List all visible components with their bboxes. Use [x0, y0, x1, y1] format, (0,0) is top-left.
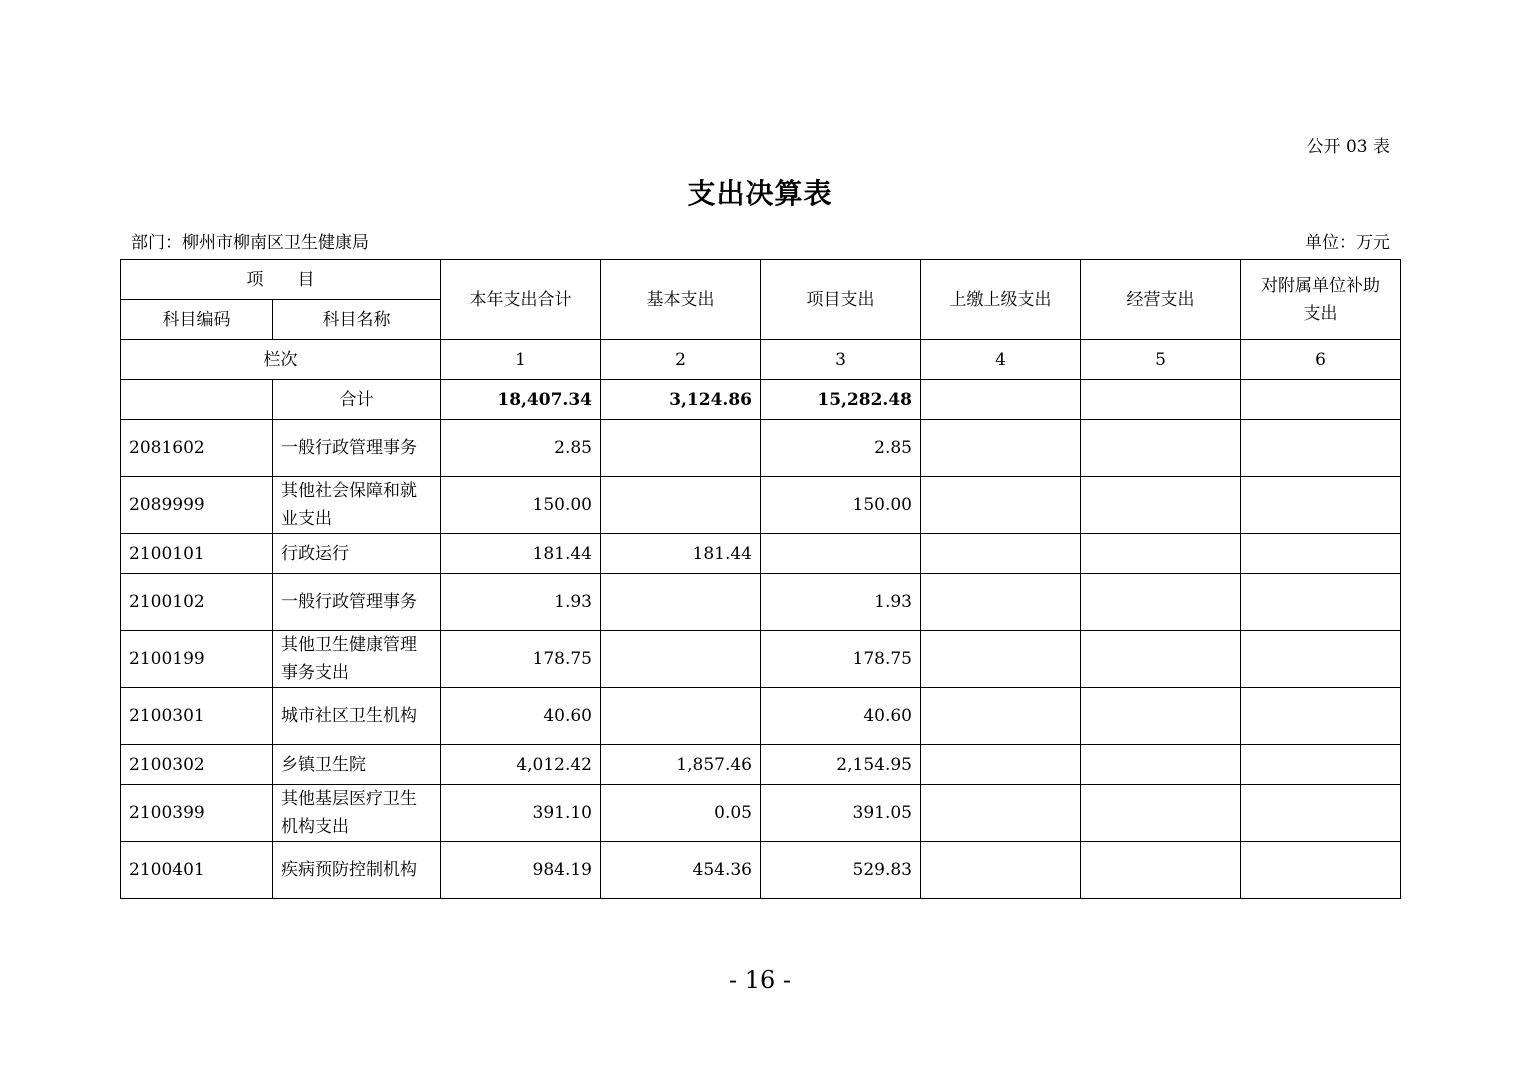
cell-upper — [921, 631, 1081, 688]
cell-name: 疾病预防控制机构 — [273, 842, 441, 899]
page-title: 支出决算表 — [687, 177, 833, 210]
cell-total: 181.44 — [441, 534, 601, 574]
cell-total: 391.10 — [441, 785, 601, 842]
cell-business — [1081, 785, 1241, 842]
cell-subsidy — [1241, 631, 1401, 688]
column-index: 1 — [441, 340, 601, 380]
cell-basic — [601, 477, 761, 534]
unit-label: 单位：万元 — [1305, 233, 1390, 253]
column-index: 2 — [601, 340, 761, 380]
cell-name: 城市社区卫生机构 — [273, 688, 441, 745]
total-business — [1081, 380, 1241, 420]
total-amount: 18,407.34 — [441, 380, 601, 420]
cell-code: 2100401 — [121, 842, 273, 899]
cell-basic: 0.05 — [601, 785, 761, 842]
header-code: 科目编码 — [121, 300, 273, 340]
cell-business — [1081, 842, 1241, 899]
cell-upper — [921, 477, 1081, 534]
cell-upper — [921, 785, 1081, 842]
cell-total: 4,012.42 — [441, 745, 601, 785]
cell-business — [1081, 631, 1241, 688]
cell-subsidy — [1241, 688, 1401, 745]
total-project: 15,282.48 — [761, 380, 921, 420]
cell-code: 2081602 — [121, 420, 273, 477]
header-basic: 基本支出 — [601, 260, 761, 340]
cell-name: 一般行政管理事务 — [273, 574, 441, 631]
table-row — [121, 745, 1401, 785]
header-subsidy: 对附属单位补助支出 — [1241, 260, 1401, 340]
header-project: 项目支出 — [761, 260, 921, 340]
cell-project: 391.05 — [761, 785, 921, 842]
cell-project: 178.75 — [761, 631, 921, 688]
cell-code: 2100399 — [121, 785, 273, 842]
cell-basic — [601, 574, 761, 631]
cell-upper — [921, 420, 1081, 477]
cell-code: 2100102 — [121, 574, 273, 631]
header-item: 项 目 — [121, 260, 441, 300]
cell-code: 2089999 — [121, 477, 273, 534]
table-number: 公开 03 表 — [1306, 137, 1390, 157]
header-business: 经营支出 — [1081, 260, 1241, 340]
cell-subsidy — [1241, 477, 1401, 534]
cell-name: 其他卫生健康管理事务支出 — [273, 631, 441, 688]
cell-name: 其他社会保障和就业支出 — [273, 477, 441, 534]
cell-subsidy — [1241, 420, 1401, 477]
table-row — [121, 477, 1401, 534]
cell-basic: 454.36 — [601, 842, 761, 899]
cell-total: 178.75 — [441, 631, 601, 688]
cell-business — [1081, 534, 1241, 574]
cell-basic — [601, 420, 761, 477]
column-index-row — [121, 340, 1401, 380]
cell-upper — [921, 534, 1081, 574]
cell-total: 984.19 — [441, 842, 601, 899]
column-index: 5 — [1081, 340, 1241, 380]
total-code-cell — [121, 380, 273, 420]
cell-upper — [921, 745, 1081, 785]
cell-project: 2.85 — [761, 420, 921, 477]
cell-business — [1081, 477, 1241, 534]
cell-subsidy — [1241, 574, 1401, 631]
header-total: 本年支出合计 — [441, 260, 601, 340]
cell-code: 2100301 — [121, 688, 273, 745]
total-row — [121, 380, 1401, 420]
cell-business — [1081, 745, 1241, 785]
cell-name: 乡镇卫生院 — [273, 745, 441, 785]
column-index-label: 栏次 — [121, 340, 441, 380]
column-index: 4 — [921, 340, 1081, 380]
cell-code: 2100199 — [121, 631, 273, 688]
cell-business — [1081, 420, 1241, 477]
department-label: 部门：柳州市柳南区卫生健康局 — [131, 233, 369, 253]
table-row — [121, 420, 1401, 477]
cell-total: 2.85 — [441, 420, 601, 477]
cell-total: 150.00 — [441, 477, 601, 534]
total-label: 合计 — [273, 380, 441, 420]
cell-basic: 1,857.46 — [601, 745, 761, 785]
cell-total: 40.60 — [441, 688, 601, 745]
cell-upper — [921, 842, 1081, 899]
cell-basic — [601, 688, 761, 745]
cell-subsidy — [1241, 842, 1401, 899]
cell-name: 行政运行 — [273, 534, 441, 574]
cell-code: 2100302 — [121, 745, 273, 785]
cell-subsidy — [1241, 534, 1401, 574]
cell-name: 一般行政管理事务 — [273, 420, 441, 477]
page-number: - 16 - — [728, 966, 791, 994]
cell-project: 150.00 — [761, 477, 921, 534]
cell-code: 2100101 — [121, 534, 273, 574]
total-basic: 3,124.86 — [601, 380, 761, 420]
total-subsidy — [1241, 380, 1401, 420]
cell-project: 529.83 — [761, 842, 921, 899]
cell-subsidy — [1241, 785, 1401, 842]
cell-total: 1.93 — [441, 574, 601, 631]
table-row — [121, 574, 1401, 631]
cell-basic: 181.44 — [601, 534, 761, 574]
cell-basic — [601, 631, 761, 688]
cell-project: 2,154.95 — [761, 745, 921, 785]
cell-project — [761, 534, 921, 574]
total-upper — [921, 380, 1081, 420]
cell-business — [1081, 574, 1241, 631]
cell-upper — [921, 574, 1081, 631]
header-row-1 — [121, 260, 1401, 300]
expense-table — [120, 259, 1401, 899]
column-index: 6 — [1241, 340, 1401, 380]
table-row — [121, 842, 1401, 899]
cell-upper — [921, 688, 1081, 745]
column-index: 3 — [761, 340, 921, 380]
cell-name: 其他基层医疗卫生机构支出 — [273, 785, 441, 842]
table-row — [121, 785, 1401, 842]
cell-project: 1.93 — [761, 574, 921, 631]
table-row — [121, 688, 1401, 745]
header-name: 科目名称 — [273, 300, 441, 340]
table-row — [121, 631, 1401, 688]
header-upper: 上缴上级支出 — [921, 260, 1081, 340]
table-row — [121, 534, 1401, 574]
cell-subsidy — [1241, 745, 1401, 785]
cell-business — [1081, 688, 1241, 745]
cell-project: 40.60 — [761, 688, 921, 745]
